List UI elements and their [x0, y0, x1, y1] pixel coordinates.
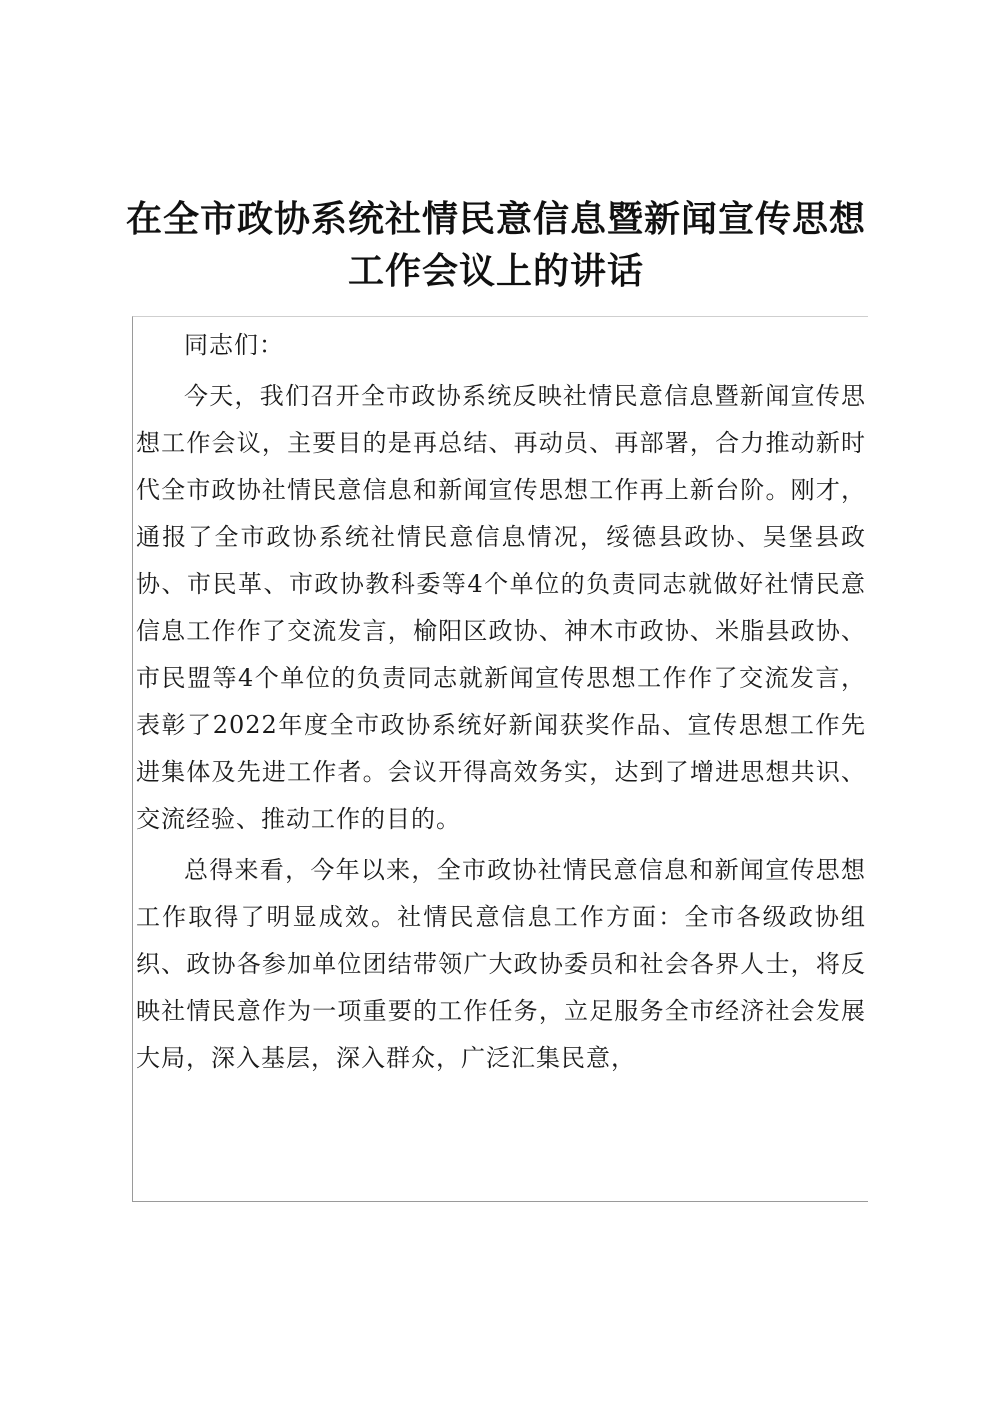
title-line-1: 在全市政协系统社情民意信息暨新闻宣传思想	[125, 199, 866, 241]
greeting: 同志们：	[184, 331, 284, 359]
paragraph-1: 今天，我们召开全市政协系统反映社情民意信息暨新闻宣传思想工作会议，主要目的是再总结、再动员、再部署，合力推动新时代全市政协社情民意信息和新闻宣传思想工作再上新台阶。刚才，通报了全市政协系统社情民意信息情况，绥德县政协、吴堡县政协、市民革、市政协教科委等4个单位的负责同志就做好社情民意信息工作作了交流发言，榆阳区政协、神木市政协、米脂县政协、市民盟等4个单位的负责同志就新闻宣传思想工作作了交流发言，表彰了2022年度全市政协系统好新闻获奖作品、宣传思想工作先进集体及先进工作者。会议开得高效务实，达到了增进思想共识、交流经验、推动工作的目的。	[136, 382, 866, 833]
title-line-2: 工作会议上的讲话	[347, 251, 644, 293]
document-title	[0, 194, 992, 298]
paragraph-2: 总得来看，今年以来，全市政协社情民意信息和新闻宣传思想工作取得了明显成效。社情民意信息工作方面：全市各级政协组织、政协各参加单位团结带领广大政协委员和社会各界人士，将反映社情民意作为一项重要的工作任务，立足服务全市经济社会发展大局，深入基层，深入群众，广泛汇集民意，	[136, 856, 866, 1072]
document-body	[136, 322, 866, 1082]
